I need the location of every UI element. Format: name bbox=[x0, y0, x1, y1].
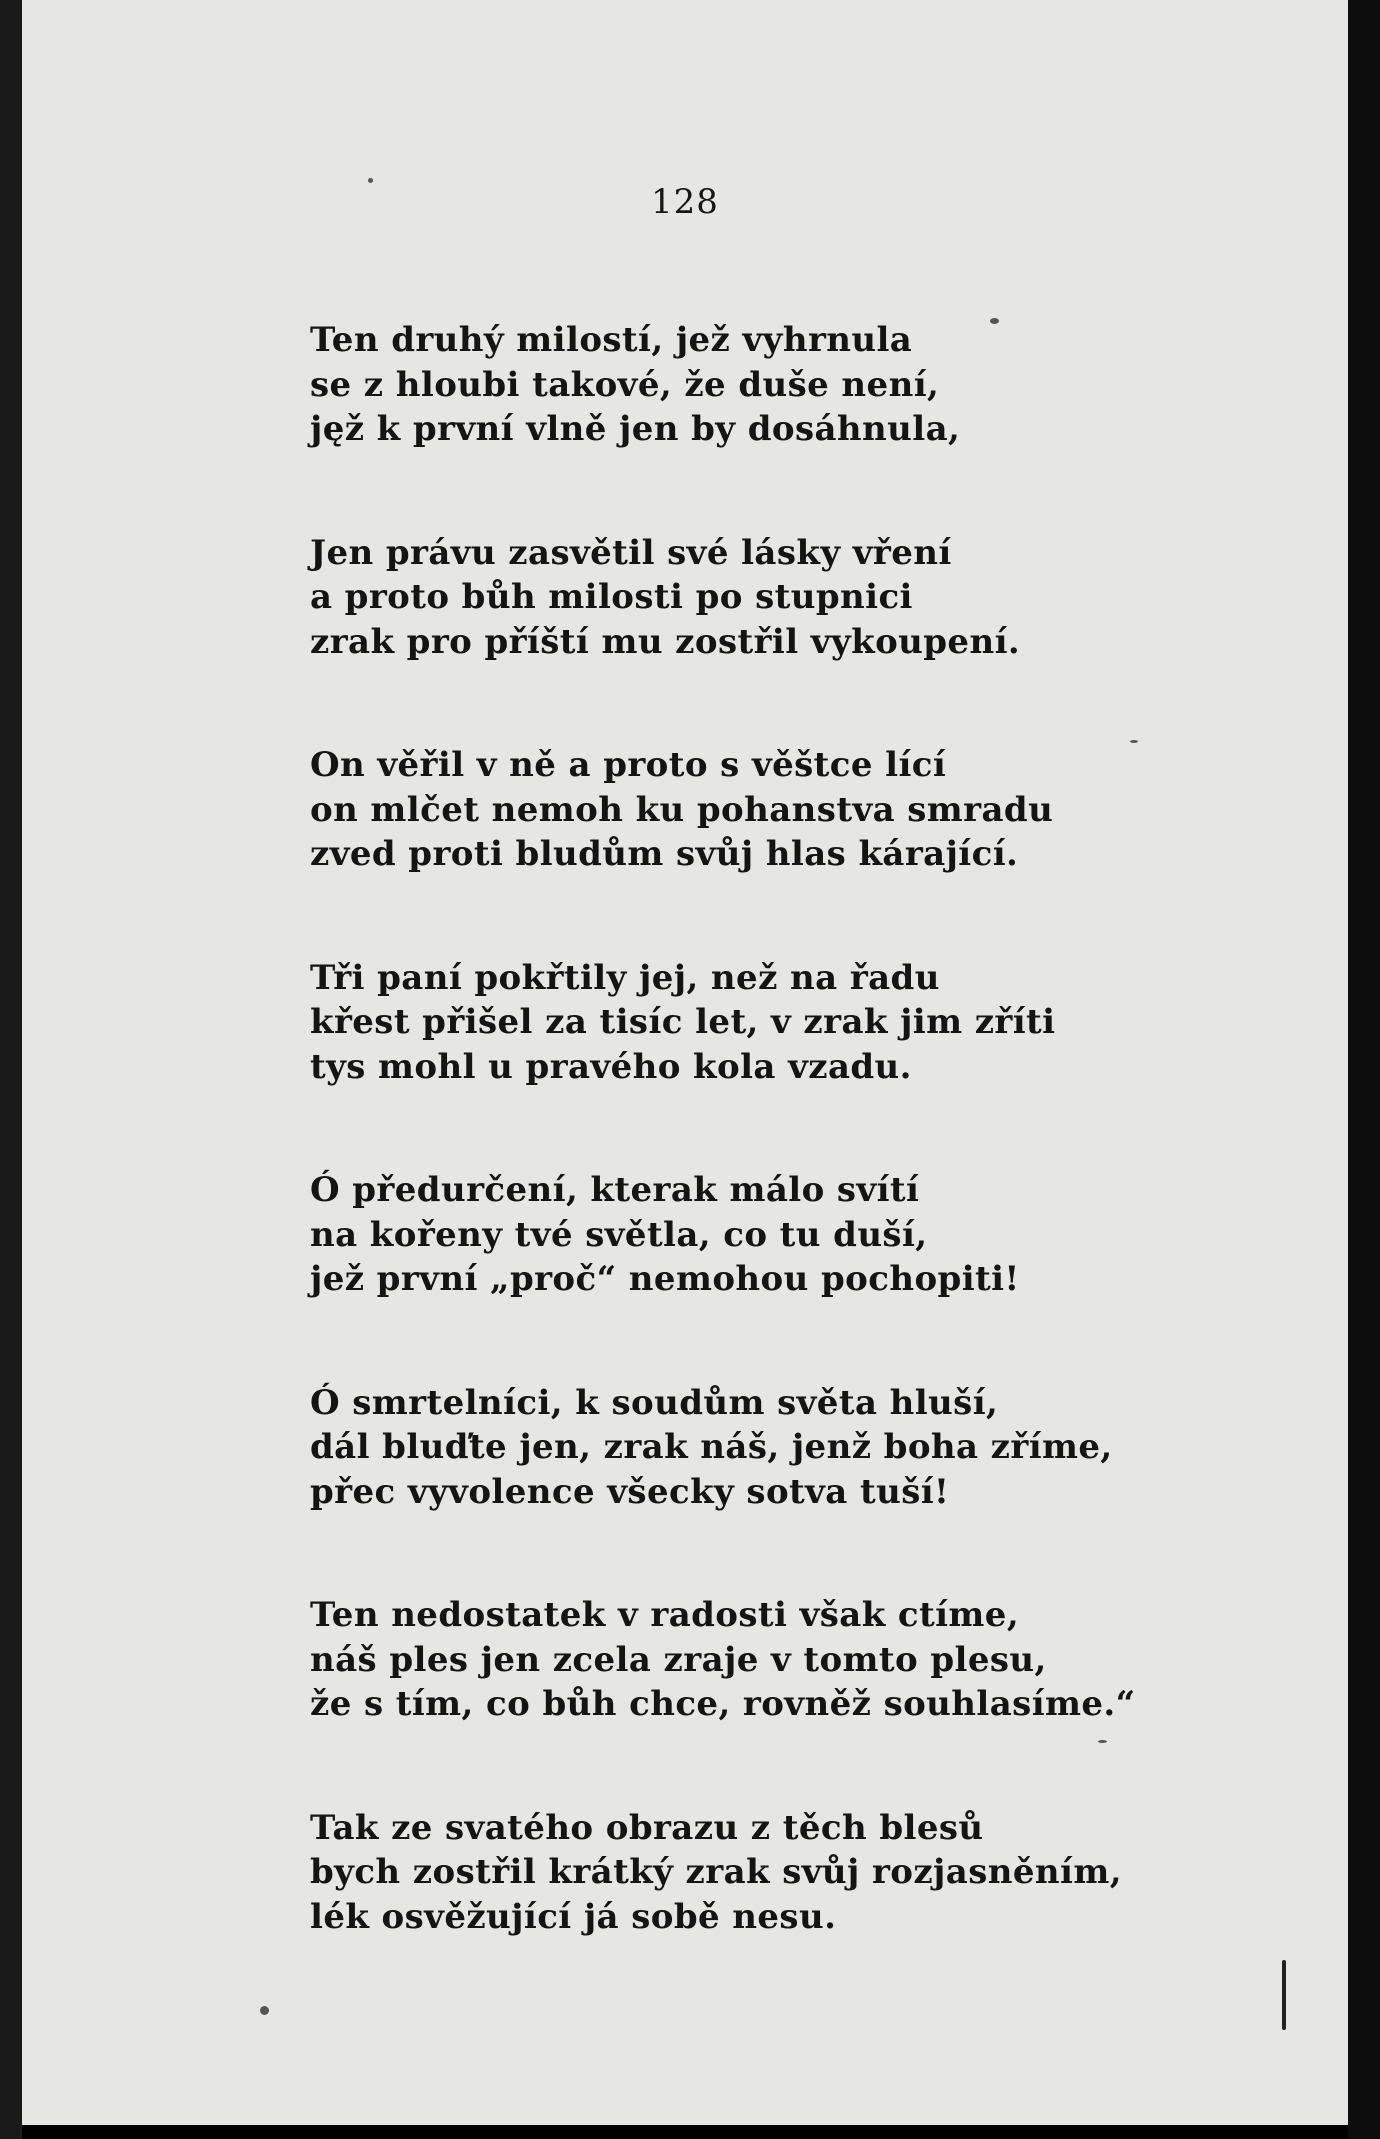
poem-line: On věřil v ně a proto s věštce lící bbox=[310, 745, 947, 785]
poem-line: křest přišel za tisíc let, v zrak jim zříti bbox=[310, 1002, 1056, 1042]
poem-line: na kořeny tvé světla, co tu duší, bbox=[310, 1214, 928, 1255]
page-left-edge bbox=[0, 0, 22, 2139]
stanza-3 bbox=[310, 743, 1190, 877]
stanza-6 bbox=[310, 1381, 1190, 1515]
poem-line: se z hloubi takové, že duše není, bbox=[310, 364, 940, 405]
stanza-4 bbox=[310, 956, 1190, 1090]
poem-line: jež první „proč“ nemohou pochopiti! bbox=[310, 1259, 1020, 1299]
poem-line: Ó smrtelníci, k soudům světa hluší, bbox=[310, 1382, 999, 1423]
scan-speck bbox=[260, 2006, 269, 2015]
poem-line: a proto bůh milosti po stupnici bbox=[310, 577, 913, 617]
poem-line: Ten druhý milostí, jež vyhrnula bbox=[310, 320, 913, 360]
stanza-5 bbox=[310, 1168, 1190, 1302]
poem-line: zrak pro příští mu zostřil vykoupení. bbox=[310, 621, 1021, 662]
stanza-7 bbox=[310, 1593, 1190, 1727]
poem-line: tys mohl u pravého kola vzadu. bbox=[310, 1046, 912, 1087]
poem-line: Tři paní pokřtily jej, než na řadu bbox=[310, 957, 940, 998]
poem-line: Tak ze svatého obrazu z těch blesů bbox=[310, 1807, 984, 1848]
poem-text bbox=[310, 318, 1190, 2018]
poem-line: dál bluďte jen, zrak náš, jenž boha zříme, bbox=[310, 1427, 1113, 1467]
book-page bbox=[22, 0, 1348, 2125]
poem-line: náš ples jen zcela zraje v tomto plesu, bbox=[310, 1639, 1047, 1680]
poem-line: bych zostřil krátký zrak svůj rozjasněním, bbox=[310, 1852, 1122, 1892]
scan-mark bbox=[1282, 1960, 1286, 2030]
poem-line: přec vyvolence všecky sotva tuší! bbox=[310, 1471, 950, 1512]
poem-line: zved proti bludům svůj hlas kárající. bbox=[310, 834, 1019, 874]
poem-line: Ó předurčení, kterak málo svítí bbox=[310, 1170, 920, 1210]
poem-line: jęž k první vlně jen by dosáhnula, bbox=[310, 409, 961, 449]
stanza-2 bbox=[310, 531, 1190, 665]
stanza-1 bbox=[310, 318, 1190, 452]
page-number: 128 bbox=[651, 182, 719, 222]
poem-line: lék osvěžující já sobě nesu. bbox=[310, 1896, 837, 1937]
poem-line: on mlčet nemoh ku pohanstva smradu bbox=[310, 789, 1054, 830]
stanza-8 bbox=[310, 1806, 1190, 1940]
poem-line: Jen právu zasvětil své lásky vření bbox=[310, 532, 952, 573]
poem-line: že s tím, co bůh chce, rovněž souhlasíme.“ bbox=[310, 1684, 1136, 1724]
page-right-edge bbox=[1348, 0, 1380, 2139]
poem-line: Ten nedostatek v radosti však ctíme, bbox=[310, 1595, 1020, 1635]
